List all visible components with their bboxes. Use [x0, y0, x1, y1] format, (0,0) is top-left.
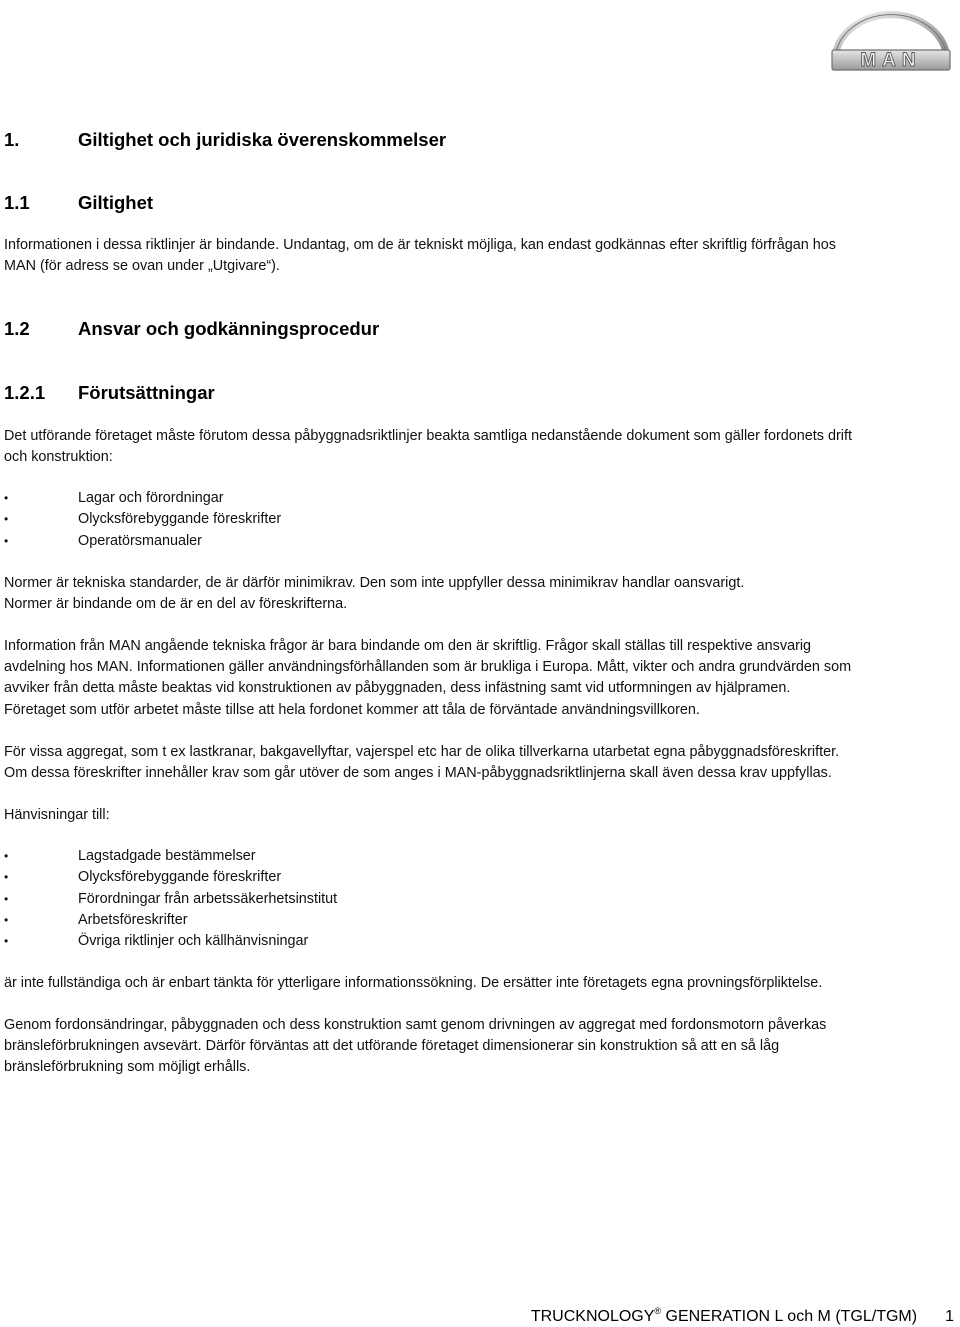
list-item	[4, 488, 281, 509]
paragraph-line: För vissa aggregat, som t ex lastkranar, bakgavellyftar, vajerspel etc har de olika tillverkarna utarbetat egna påbyggnadsföreskrifter.	[4, 744, 840, 760]
paragraph-line: är inte fullständiga och är enbart tänkta för ytterligare informationssökning. De ersätter inte företagets egna provningsförpliktelse.	[4, 975, 823, 991]
heading-number: 1.2.1	[4, 382, 46, 403]
bullet-icon: •	[4, 912, 9, 927]
heading-title: Ansvar och godkänningsprocedur	[78, 318, 380, 339]
bullet-icon: •	[4, 533, 9, 548]
paragraph-line: Företaget som utför arbetet måste tillse att hela fordonet kommer att tåla de förväntade användningsvillkoren.	[4, 702, 700, 718]
list-item	[4, 867, 337, 888]
list-item	[4, 931, 337, 952]
bullet-icon: •	[4, 934, 9, 949]
list-item	[4, 889, 337, 910]
heading-title: Giltighet	[78, 192, 154, 213]
man-logo	[828, 6, 954, 72]
list-item-text: Operatörsmanualer	[78, 532, 202, 549]
heading-section-1-2	[4, 318, 379, 340]
heading-number: 1.	[4, 129, 20, 150]
footer-title: GENERATION L och M (TGL/TGM)	[661, 1308, 918, 1325]
heading-number: 1.1	[4, 192, 30, 213]
heading-title: Förutsättningar	[78, 382, 215, 403]
paragraph-line: avdelning hos MAN. Informationen gäller användningsförhållanden som är brukliga i Europa. Mått, vikter och andra grundvärden som	[4, 659, 852, 675]
bullet-icon: •	[4, 491, 9, 505]
paragraph-line: Det utförande företaget måste förutom dessa påbyggnadsriktlinjer beakta samtliga nedanstående dokument som gäller fordonets drift	[4, 428, 852, 444]
paragraph-line: MAN (för adress se ovan under „Utgivare“).	[4, 258, 280, 274]
paragraph-line: Om dessa föreskrifter innehåller krav som går utöver de som anges i MAN-påbyggnadsriktlinjerna skall även dessa krav uppfyllas.	[4, 765, 832, 781]
registered-mark: ®	[654, 1306, 662, 1316]
list-item	[4, 910, 337, 931]
paragraph-line: bränsleförbrukningen avsevärt. Därför förväntas att det utförande företaget dimensionerar sin konstruktion så att en så låg	[4, 1038, 780, 1054]
list-item-text: Arbetsföreskrifter	[78, 911, 188, 928]
paragraph-line: Normer är bindande om de är en del av föreskrifterna.	[4, 596, 348, 612]
heading-title: Giltighet och juridiska överenskommelser	[78, 129, 447, 150]
footer-brand: TRUCKNOLOGY	[530, 1308, 655, 1325]
list-item-text: Förordningar från arbetssäkerhetsinstitut	[78, 890, 338, 907]
list-item-text: Olycksförebyggande föreskrifter	[78, 511, 282, 528]
list-item-text: Olycksförebyggande föreskrifter	[78, 869, 282, 886]
heading-number: 1.2	[4, 318, 30, 339]
heading-section-1	[4, 129, 446, 151]
paragraph-line: Hänvisningar till:	[4, 807, 110, 823]
paragraph-line: avviker från detta måste beaktas vid konstruktionen av påbyggnaden, dess infästning samt vid utformningen av hjälpramen.	[4, 680, 791, 696]
bullet-icon: •	[4, 849, 9, 863]
list-item-text: Övriga riktlinjer och källhänvisningar	[78, 933, 309, 950]
paragraph-line: Genom fordonsändringar, påbyggnaden och dess konstruktion samt genom drivningen av aggregat med fordonsmotorn påverkas	[4, 1017, 827, 1033]
paragraph-line: Normer är tekniska standarder, de är därför minimikrav. Den som inte uppfyller dessa minimikrav handlar oansvarigt.	[4, 575, 745, 591]
bullet-icon: •	[4, 870, 9, 885]
list-item-text: Lagstadgade bestämmelser	[78, 848, 256, 864]
list-item	[4, 846, 337, 867]
paragraph-line: Information från MAN angående tekniska frågor är bara bindande om den är skriftlig. Frågor skall ställas till respektive ansvarig	[4, 638, 812, 654]
page-number: 1	[945, 1308, 954, 1325]
list-item-text: Lagar och förordningar	[78, 490, 224, 506]
bullet-icon: •	[4, 891, 9, 906]
logo-text: MAN	[860, 50, 922, 71]
paragraph-line: och konstruktion:	[4, 449, 113, 465]
bullet-icon: •	[4, 512, 9, 527]
bullet-list-references	[4, 846, 337, 952]
paragraph-line: Informationen i dessa riktlinjer är bindande. Undantag, om de är tekniskt möjliga, kan endast godkännas efter skriftlig förfrågan hos	[4, 237, 836, 253]
list-item	[4, 531, 281, 552]
page-footer	[531, 1306, 954, 1326]
list-item	[4, 509, 281, 530]
paragraph-line: bränsleförbrukning som möjligt erhålls.	[4, 1059, 251, 1075]
heading-section-1-1	[4, 192, 153, 214]
heading-section-1-2-1	[4, 382, 215, 404]
bullet-list-documents	[4, 488, 281, 552]
